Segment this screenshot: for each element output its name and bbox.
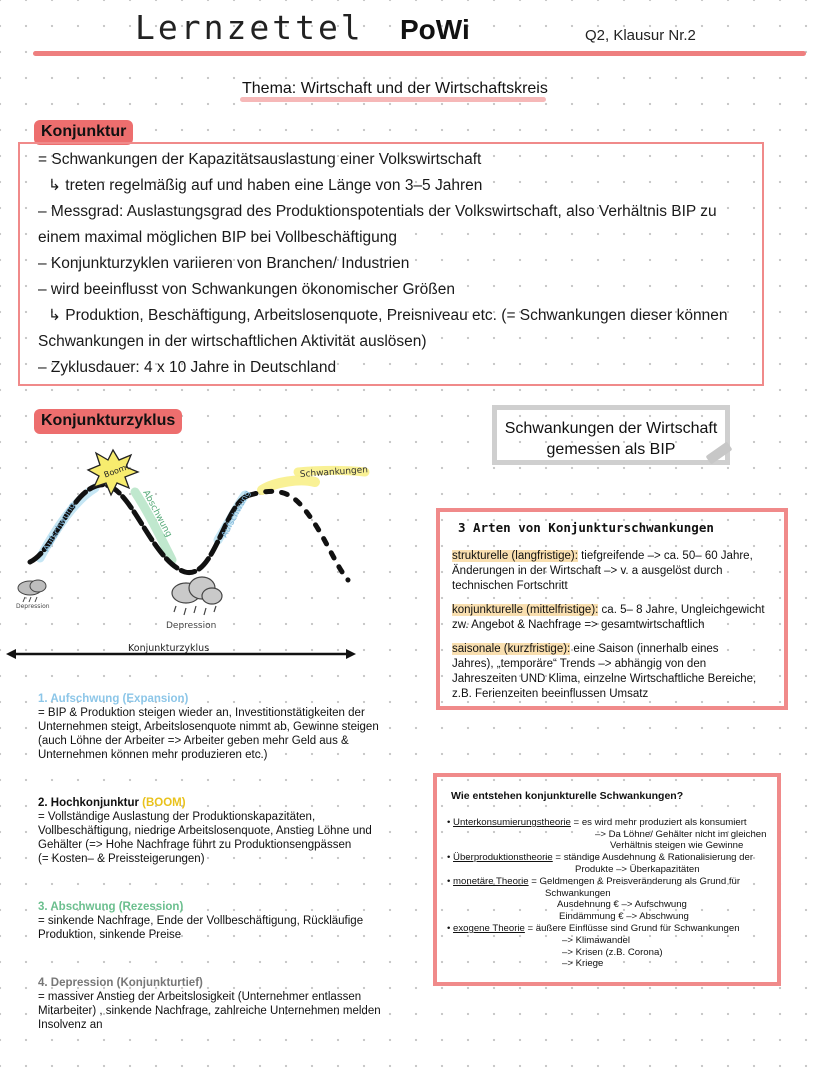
phase-hochkonjunktur: 2. Hochkonjunktur (BOOM) = Vollständige Auslastung der Produktionskapazitäten, Vollbeschäftigung, niedrige Arbeitslosenquote, Anstieg Löhne und Gehälter (=> Hohe Nachfrage führt zu Produktionsengpässen (= Kosten– & Preissteigerungen) xyxy=(38,797,372,865)
bip-line-2: gemessen als BIP xyxy=(546,441,676,458)
thema-heading: Thema: Wirtschaft und der Wirtschaftskreis xyxy=(242,80,548,97)
theorien-box: Wie entstehen konjunkturelle Schwankungen? • Unterkonsumierungstheorie = es wird mehr produziert als konsumiert –> Da Löhne/ Gehälter nicht im gleichen Verhältnis steigen wie Gewinne • Überproduktionstheorie = ständige Ausdehnung & Rationalisierung der Produkte –> Überkapazitäten • monetäre Theorie = Geldmengen & Preisveränderung als Grund für Schwankungen Ausdehnung € –> Aufschwung Eindämmung € –> Abschwung • exogene Theorie = äußere Einflüsse sind Grund für Schwankungen –> Klimawandel –> Krisen (z.B. Corona) –> Kriege xyxy=(433,773,781,986)
phase-depression: 4. Depression (Konjunkturtief) = massiver Anstieg der Arbeitslosigkeit (Unternehmer entlassen Mitarbeiter) , sinkende Nachfrage, zahlreiche Unternehmen melden Insolvenz an xyxy=(38,977,381,1031)
header-divider xyxy=(33,51,806,56)
arten-box xyxy=(436,508,788,710)
arten-title: 3 Arten von Konjunkturschwankungen xyxy=(458,520,714,535)
phase-abschwung: 3. Abschwung (Rezession) = sinkende Nachfrage, Ende der Vollbeschäftigung, Rückläufige Produktion, sinkende Preise xyxy=(38,901,364,941)
konj-line: – Messgrad: Auslastungsgrad des Produktionspotentials der Volkswirtschaft, also Verhältnis BIP zu xyxy=(38,203,717,220)
schwankungen-sketch-label: Schwankungen xyxy=(299,465,369,480)
exam-meta: Q2, Klausur Nr.2 xyxy=(585,27,696,44)
konjunkturzyklus-sketch xyxy=(0,440,420,670)
phase-aufschwung: 1. Aufschwung (Expansion) = BIP & Produktion steigen wieder an, Investitionstätigkeiten der Unternehmen steigt, Arbeitslosenquote nimmt ab, Gewinne steigen (auch Löhne der Arbeiter => Arbeiter geben mehr Geld aus & Unternehmen können mehr produzieren etc.) xyxy=(38,693,379,761)
rain-cloud-icon xyxy=(172,577,222,615)
konj-line: einem maximal möglichen BIP bei Vollbeschäftigung xyxy=(38,229,397,246)
arten-item-konjunkturell: konjunkturelle (mittelfristige): ca. 5– 8 Jahre, Ungleichgewicht zw. Angebot & Nachfrage => gesamtwirtschaftlich xyxy=(452,604,765,631)
konj-line: ↳ Produktion, Beschäftigung, Arbeitslosenquote, Preisniveau etc. (= Schwankungen dieser können xyxy=(48,307,728,324)
arten-item-saisonal: saisonale (kurzfristige): eine Saison (innerhalb eines Jahres), „temporäre“ Trends –> abhängig von den Jahreszeiten UND Klima, einzelne Wirtschaftliche Bereiche, z.B. Ferienzeiten beeinflussen Umsatz xyxy=(452,643,757,700)
konj-line: – wird beeinflusst von Schwankungen ökonomischer Größen xyxy=(38,281,456,298)
axis-label: Konjunkturzyklus xyxy=(128,643,210,654)
cloud-icon xyxy=(18,580,46,602)
page-title: Lernzettel xyxy=(135,8,364,47)
konjunktur-text xyxy=(38,147,758,381)
boom-label: Boom! xyxy=(102,462,131,480)
konj-line: Schwankungen in der wirtschaftlichen Aktivität auslösen) xyxy=(38,333,427,350)
konjunkturzyklus-label: Konjunkturzyklus xyxy=(34,409,182,434)
konj-line: ↳ treten regelmäßig auf und haben eine Länge von 3–5 Jahren xyxy=(48,177,483,194)
konj-line: – Konjunkturzyklen variieren von Branchen/ Industrien xyxy=(38,255,410,272)
theorien-title: Wie entstehen konjunkturelle Schwankungen? xyxy=(451,790,684,802)
aufschwung-sketch-label-2: Aufschwung xyxy=(219,488,253,540)
arten-item-strukturell: strukturelle (langfristige): tiefgreifende –> ca. 50– 60 Jahre, Änderungen in der Wirtschaft –> v. a ausgelöst durch technischen Fortschritt xyxy=(452,550,753,592)
bip-box xyxy=(492,405,730,465)
subject-title: PoWi xyxy=(400,14,470,45)
aufschwung-sketch-label: Aufschwung xyxy=(41,500,79,554)
konjunktur-label: Konjunktur xyxy=(34,120,133,145)
depression-label: Depression xyxy=(166,621,217,631)
bip-line-1: Schwankungen der Wirtschaft xyxy=(504,420,718,437)
abschwung-sketch-label: Abschwung xyxy=(140,488,174,540)
depression-small-label: Depression xyxy=(16,603,50,610)
konj-line: = Schwankungen der Kapazitätsauslastung einer Volkswirtschaft xyxy=(38,151,482,168)
konj-line: – Zyklusdauer: 4 x 10 Jahre in Deutschland xyxy=(38,359,337,376)
